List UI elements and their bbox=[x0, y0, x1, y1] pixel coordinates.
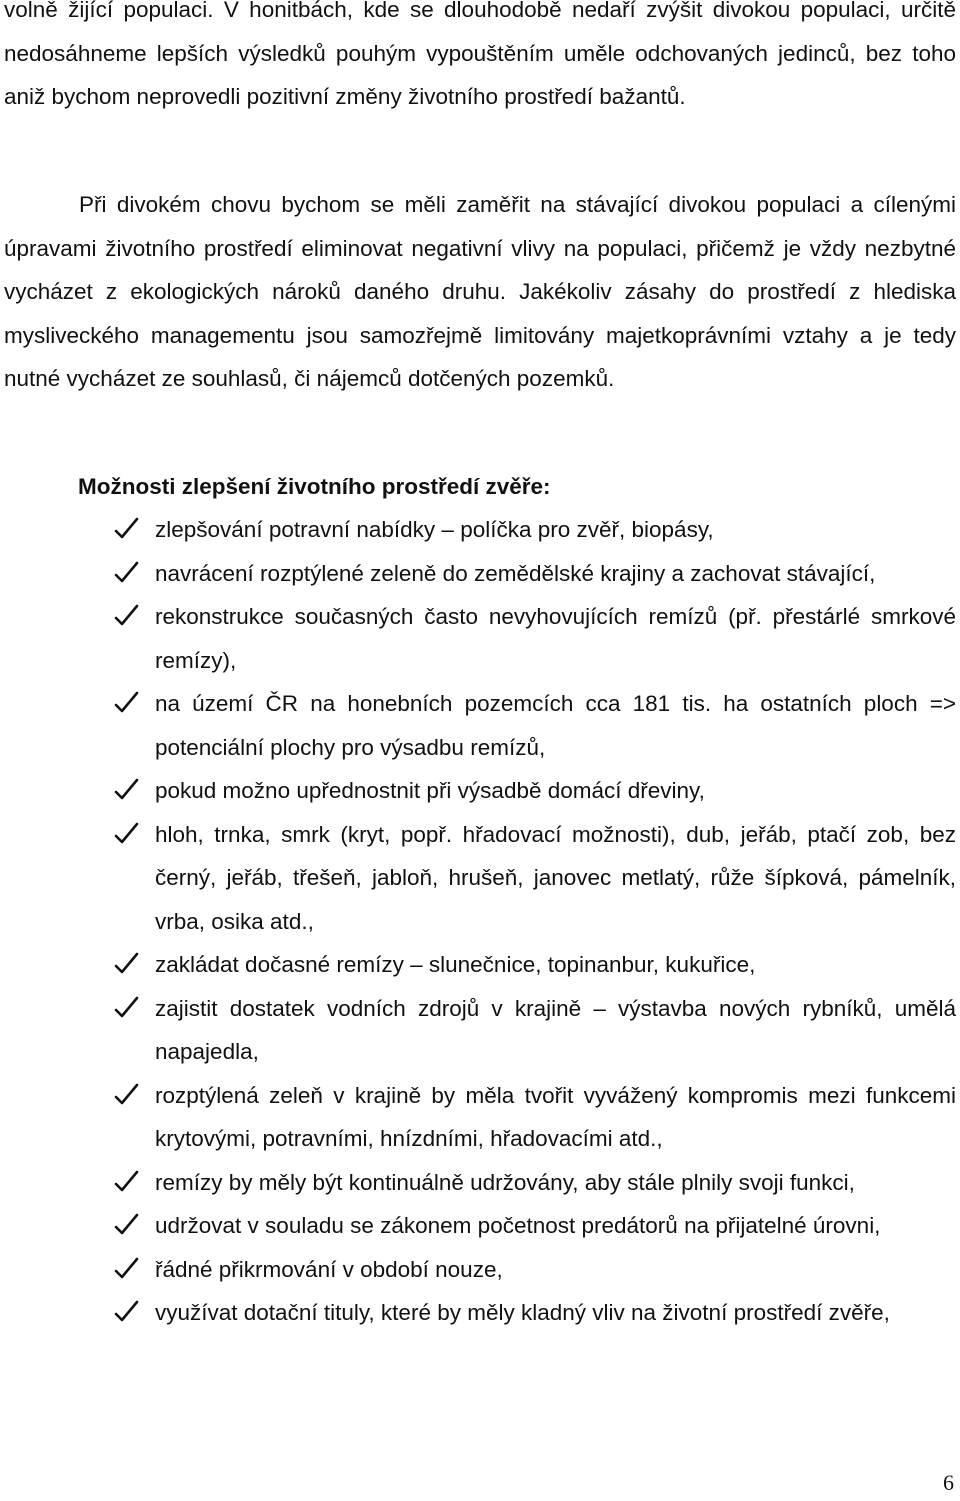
checkmark-icon bbox=[113, 943, 141, 986]
list-item bbox=[118, 769, 956, 813]
list-item-text: navrácení rozptýlené zeleně do zemědělské krajiny a zachovat stávající, bbox=[155, 560, 876, 586]
checkmark-icon bbox=[113, 1204, 141, 1247]
list-item bbox=[118, 987, 956, 1074]
list-item bbox=[118, 508, 956, 552]
list-item-text: řádné přikrmování v období nouze, bbox=[155, 1256, 503, 1282]
page-number: 6 bbox=[943, 1470, 954, 1495]
list-item-text: na území ČR na honebních pozemcích cca 181 tis. ha ostatních ploch => potenciální plochy pro výsadbu remízů, bbox=[155, 691, 956, 760]
list-item bbox=[118, 1074, 956, 1161]
list-item bbox=[118, 1291, 956, 1335]
checkmark-icon bbox=[113, 987, 141, 1030]
checkmark-icon bbox=[113, 769, 141, 812]
checkmark-icon bbox=[113, 552, 141, 595]
checkmark-icon bbox=[113, 813, 141, 856]
checkmark-icon bbox=[113, 1291, 141, 1334]
list-item bbox=[118, 595, 956, 682]
list-item-text: zajistit dostatek vodních zdrojů v krajině – výstavba nových rybníků, umělá napajedla, bbox=[155, 995, 956, 1064]
checkmark-icon bbox=[113, 1161, 141, 1204]
list-item bbox=[118, 552, 956, 596]
list-item-text: udržovat v souladu se zákonem početnost predátorů na přijatelné úrovni, bbox=[155, 1213, 881, 1238]
checkmark-icon bbox=[113, 508, 141, 551]
checkmark-icon bbox=[113, 682, 141, 725]
improvement-list bbox=[118, 508, 956, 1335]
list-item-text: hloh, trnka, smrk (kryt, popř. hřadovací možnosti), dub, jeřáb, ptačí zob, bez černý, jeřáb, třešeň, jabloň, hrušeň, janovec metlatý, růže šípková, pámelník, vrba, osika atd., bbox=[155, 821, 956, 934]
checkmark-icon bbox=[113, 1074, 141, 1117]
list-item-text: pokud možno upřednostnit při výsadbě domácí dřeviny, bbox=[155, 778, 705, 803]
checkmark-icon bbox=[113, 1248, 141, 1291]
list-item-text: rekonstrukce současných často nevyhovujících remízů (př. přestárlé smrkové remízy), bbox=[155, 604, 956, 673]
list-item bbox=[118, 943, 956, 987]
section-heading: Možnosti zlepšení životního prostředí zvěře: bbox=[78, 474, 551, 499]
paragraph-wild-breeding: Při divokém chovu bychom se měli zaměřit na stávající divokou populaci a cílenými úpravami životního prostředí eliminovat negativní vlivy na populaci, přičemž je vždy nezbytné vycházet z ekologických nároků daného druhu. Jakékoliv zásahy do prostředí z hlediska mysliveckého managementu jsou samozřejmě limitovány majetkoprávními vztahy a je tedy nutné vycházet ze souhlasů, či nájemců dotčených pozemků. bbox=[4, 192, 956, 391]
list-item bbox=[118, 1161, 956, 1205]
list-item-text: rozptýlená zeleň v krajině by měla tvořit vyvážený kompromis mezi funkcemi krytovými, potravními, hnízdními, hřadovacími atd., bbox=[155, 1082, 956, 1151]
list-item bbox=[118, 1248, 956, 1292]
list-item-text: zlepšování potravní nabídky – políčka pro zvěř, biopásy, bbox=[155, 517, 714, 542]
list-item-text: remízy by měly být kontinuálně udržovány, aby stále plnily svoji funkci, bbox=[155, 1169, 855, 1195]
paragraph-intro: volně žijící populaci. V honitbách, kde se dlouhodobě nedaří zvýšit divokou populaci, určitě nedosáhneme lepších výsledků pouhým vypouštěním uměle odchovaných jedinců, bez toho aniž bychom neprovedli pozitivní změny životního prostředí bažantů. bbox=[4, 0, 956, 109]
list-item bbox=[118, 813, 956, 944]
list-item bbox=[118, 1204, 956, 1248]
checkmark-icon bbox=[113, 595, 141, 638]
list-item bbox=[118, 682, 956, 769]
list-item-text: využívat dotační tituly, které by měly kladný vliv na životní prostředí zvěře, bbox=[155, 1300, 890, 1325]
list-item-text: zakládat dočasné remízy – slunečnice, topinanbur, kukuřice, bbox=[155, 952, 756, 977]
